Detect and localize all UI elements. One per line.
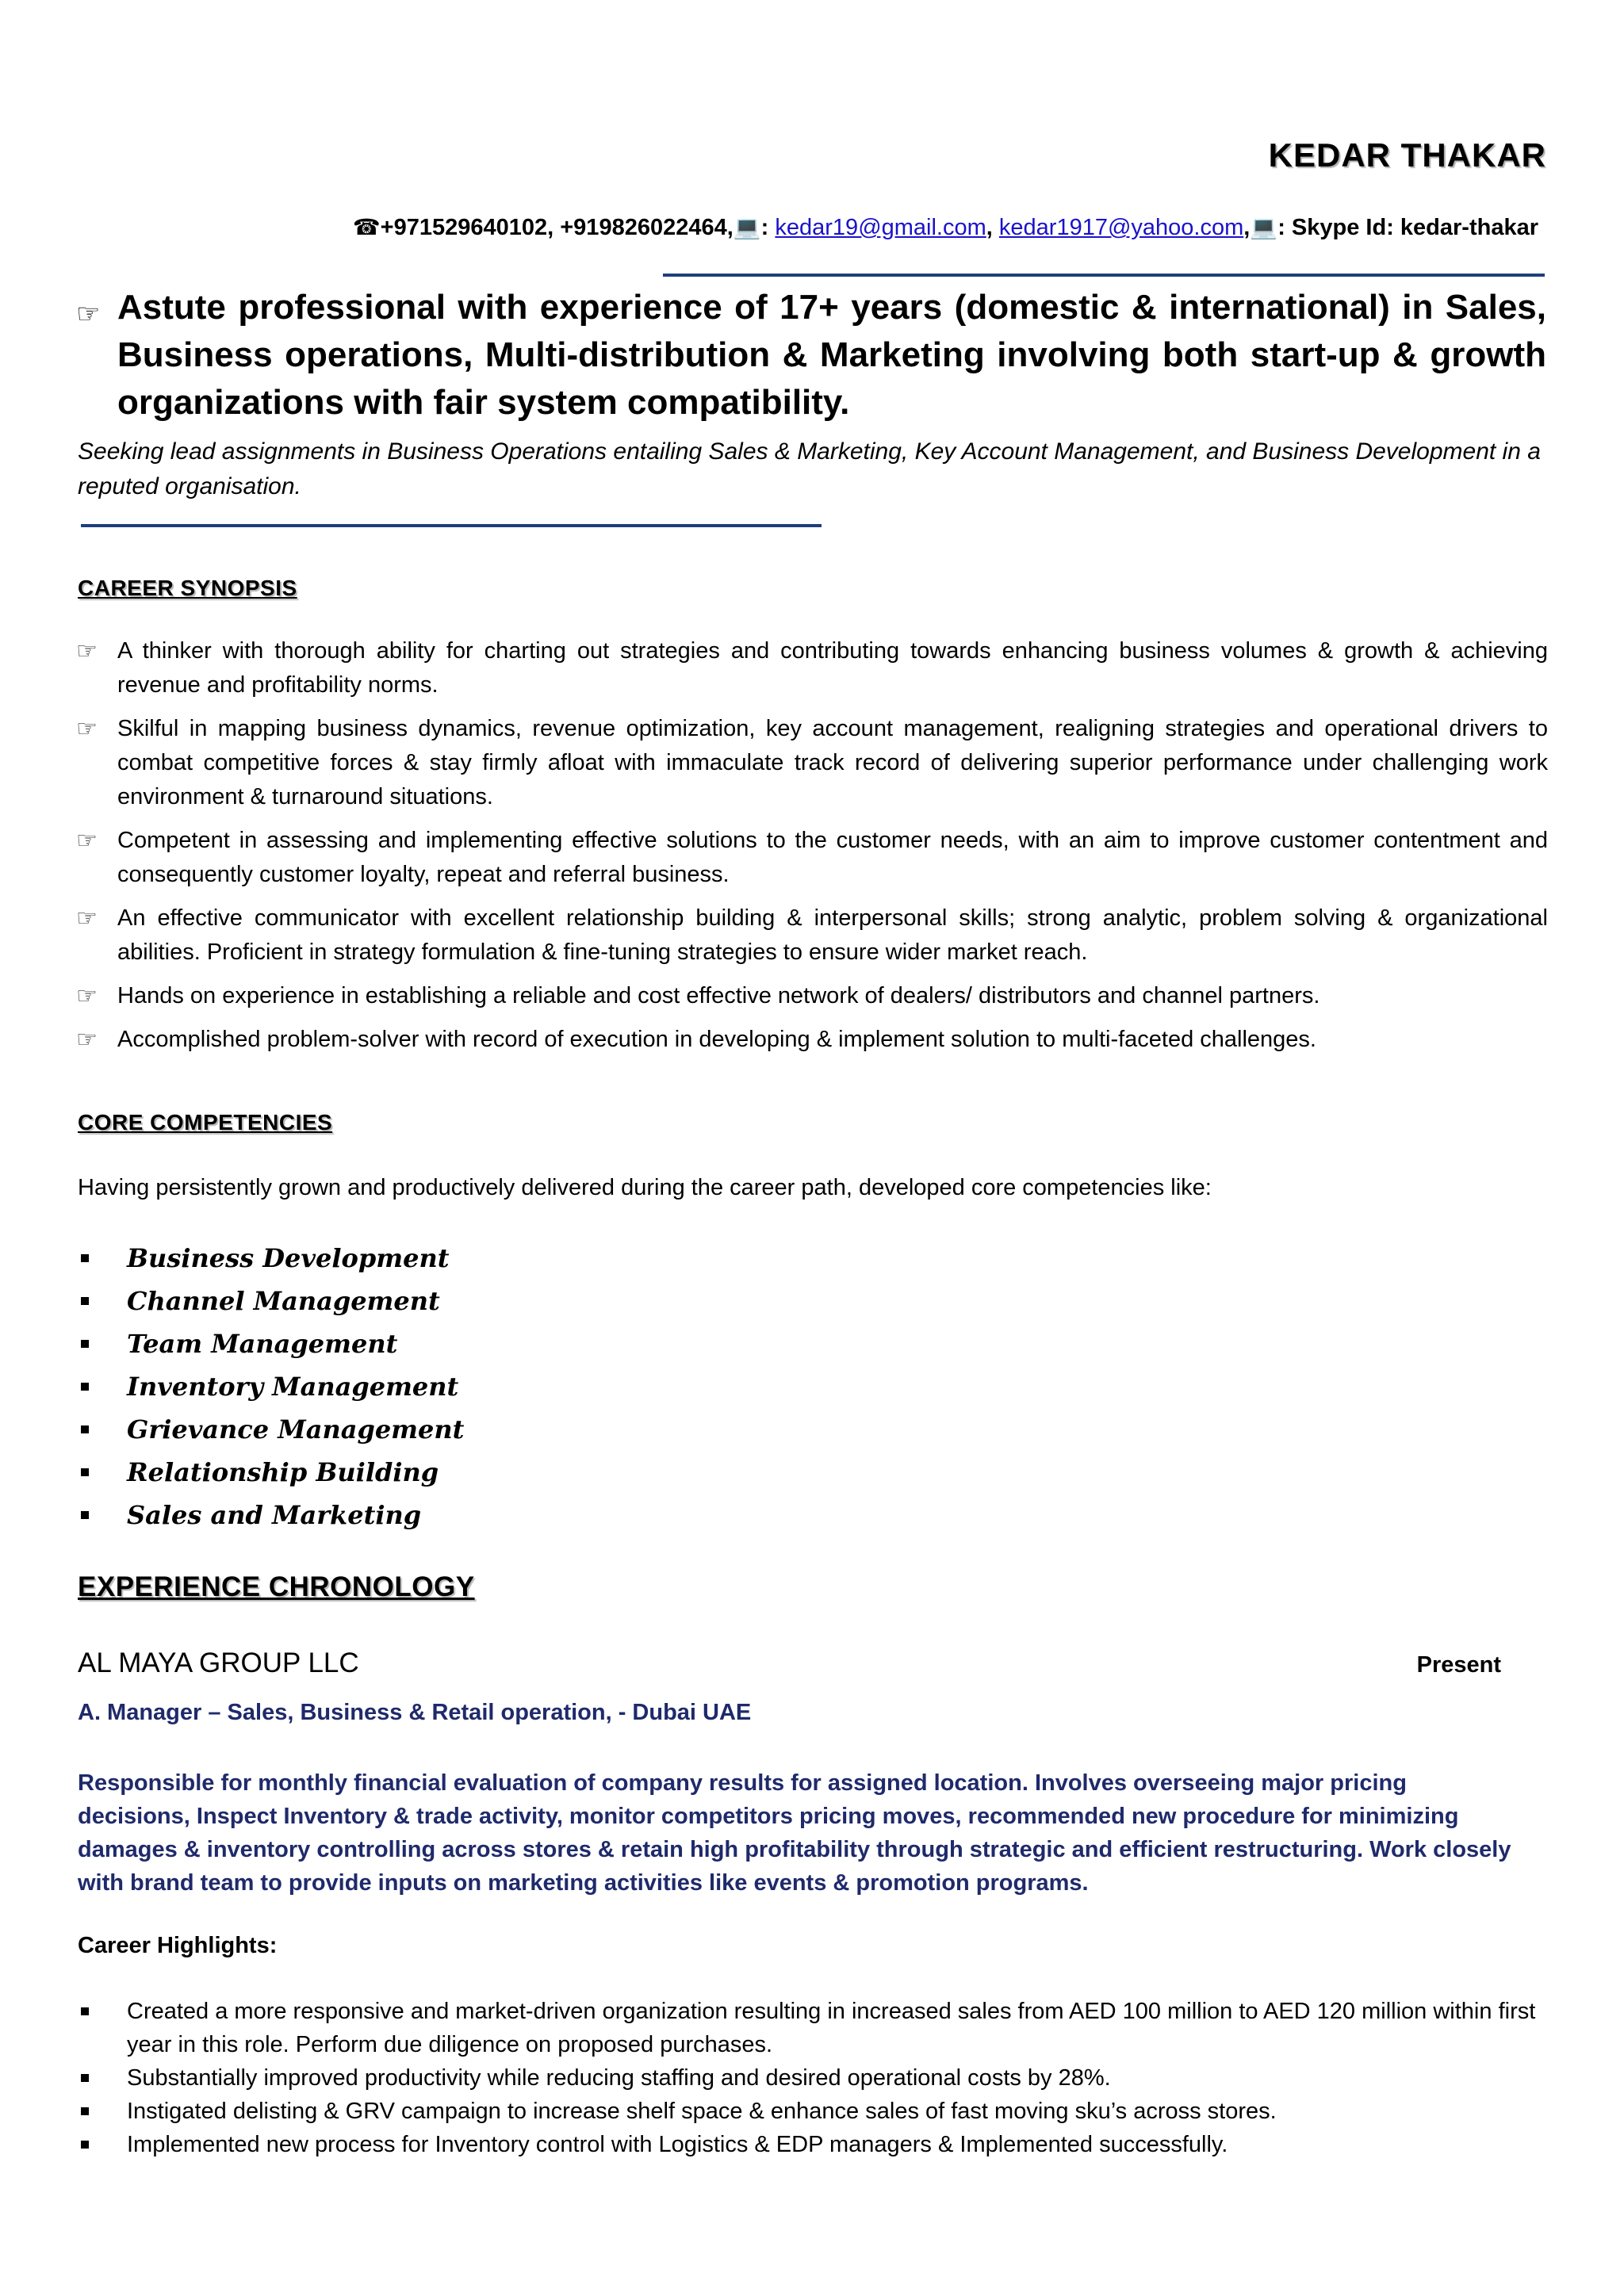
career-synopsis-list: [76, 634, 1548, 1066]
list-item: Grievance Management: [78, 1408, 464, 1451]
list-item: ☞ Competent in assessing and implementing effective solutions to the customer needs, with an aim to improve customer contentment and consequently customer loyalty, repeat and referral business.: [76, 824, 1548, 892]
header-divider: [663, 274, 1545, 277]
pointing-hand-icon: ☞: [76, 716, 98, 742]
square-bullet-icon: [81, 1254, 89, 1262]
square-bullet-icon: [81, 2141, 89, 2149]
company-name: AL MAYA GROUP LLC: [78, 1647, 359, 1678]
square-bullet-icon: [81, 1340, 89, 1348]
core-competencies-list: [78, 1237, 464, 1536]
email-separator: :: [760, 215, 769, 240]
email-link-yahoo[interactable]: kedar1917@yahoo.com: [998, 215, 1244, 240]
square-bullet-icon: [81, 1297, 89, 1305]
list-item: Channel Management: [78, 1280, 464, 1322]
pointing-hand-icon: ☞: [76, 299, 101, 329]
objective-text: Seeking lead assignments in Business Operations entailing Sales & Marketing, Key Account Management, and Business Development in a reputed organisation.: [78, 438, 1541, 499]
objective-divider: [81, 524, 822, 527]
computer-icon: 💻: [733, 215, 761, 239]
pointing-hand-icon: ☞: [76, 1027, 98, 1053]
section-title-core-competencies: CORE COMPETENCIES: [78, 1110, 333, 1135]
competencies-intro: Having persistently grown and productively delivered during the career path, developed core competencies like:: [78, 1175, 1212, 1200]
phone-numbers: +971529640102, +919826022464,: [380, 215, 733, 240]
square-bullet-icon: [81, 2074, 89, 2082]
list-item: Relationship Building: [78, 1451, 464, 1494]
pointing-hand-icon: ☞: [76, 828, 98, 854]
career-highlights-title: Career Highlights:: [78, 1933, 278, 1958]
section-title-experience: EXPERIENCE CHRONOLOGY: [78, 1571, 475, 1602]
list-item: Business Development: [78, 1237, 464, 1280]
career-highlights-list: [78, 1995, 1548, 2161]
phone-icon: ☎: [352, 215, 381, 239]
contact-line: ☎+971529640102, +919826022464,💻: kedar19@gmail.com, kedar1917@yahoo.com,💻: Skype Id: kedar-thakar: [352, 215, 1538, 240]
list-item: ☞ A thinker with thorough ability for charting out strategies and contributing towards enhancing business volumes & growth & achieving revenue and profitability norms.: [76, 634, 1548, 702]
list-item: Implemented new process for Inventory control with Logistics & EDP managers & Implemented successfully.: [78, 2128, 1548, 2161]
job-responsibility: Responsible for monthly financial evaluation of company results for assigned location. Involves overseeing major pricing decisions, Inspect Inventory & trade activity, monitor competitors pricing moves, recommended new procedure for minimizing damages & inventory controlling across stores & retain high profitability through strategic and efficient restructuring. Work closely with brand team to provide inputs on marketing activities like events & promotion programs.: [78, 1770, 1511, 1896]
square-bullet-icon: [81, 1511, 89, 1519]
section-title-career-synopsis: CAREER SYNOPSIS: [78, 576, 297, 600]
pointing-hand-icon: ☞: [76, 905, 98, 932]
square-bullet-icon: [81, 1468, 89, 1476]
list-item: Substantially improved productivity while reducing staffing and desired operational costs by 28%.: [78, 2061, 1548, 2095]
square-bullet-icon: [81, 1425, 89, 1433]
profile-headline: [76, 284, 1546, 427]
list-item: ☞ An effective communicator with excellent relationship building & interpersonal skills; strong analytic, problem solving & organizational abilities. Proficient in strategy formulation & fine-tuning strategies to ensure wider market reach.: [76, 901, 1548, 970]
candidate-name: KEDAR THAKAR: [1268, 136, 1546, 174]
square-bullet-icon: [81, 2107, 89, 2115]
square-bullet-icon: [81, 1383, 89, 1391]
job-role: A. Manager – Sales, Business & Retail operation, - Dubai UAE: [78, 1700, 752, 1725]
employment-period: Present: [1416, 1652, 1501, 1678]
list-item: ☞ Accomplished problem-solver with record of execution in developing & implement solution to multi-faceted challenges.: [76, 1023, 1548, 1057]
list-item: Inventory Management: [78, 1365, 464, 1408]
headline-text: Astute professional with experience of 17+ years (domestic & international) in Sales, Business operations, Multi-distribution & Marketing involving both start-up & growth organizations with fair system compatibility.: [117, 288, 1546, 422]
list-item: Instigated delisting & GRV campaign to increase shelf space & enhance sales of fast moving sku’s across stores.: [78, 2095, 1548, 2128]
square-bullet-icon: [81, 2007, 89, 2015]
computer-icon: 💻: [1250, 215, 1278, 239]
list-item: Created a more responsive and market-driven organization resulting in increased sales from AED 100 million to AED 120 million within first year in this role. Perform due diligence on proposed purchases.: [78, 1995, 1548, 2061]
pointing-hand-icon: ☞: [76, 638, 98, 664]
list-item: ☞ Skilful in mapping business dynamics, revenue optimization, key account management, realigning strategies and operational drivers to combat competitive forces & stay firmly afloat with immaculate track record of delivering superior performance under challenging work environment & turnaround situations.: [76, 712, 1548, 814]
pointing-hand-icon: ☞: [76, 983, 98, 1009]
list-item: Team Management: [78, 1322, 464, 1365]
list-item: ☞ Hands on experience in establishing a reliable and cost effective network of dealers/ distributors and channel partners.: [76, 979, 1548, 1013]
skype-id: : Skype Id: kedar-thakar: [1277, 215, 1538, 240]
email-link-gmail[interactable]: kedar19@gmail.com: [775, 215, 986, 240]
list-item: Sales and Marketing: [78, 1494, 464, 1536]
